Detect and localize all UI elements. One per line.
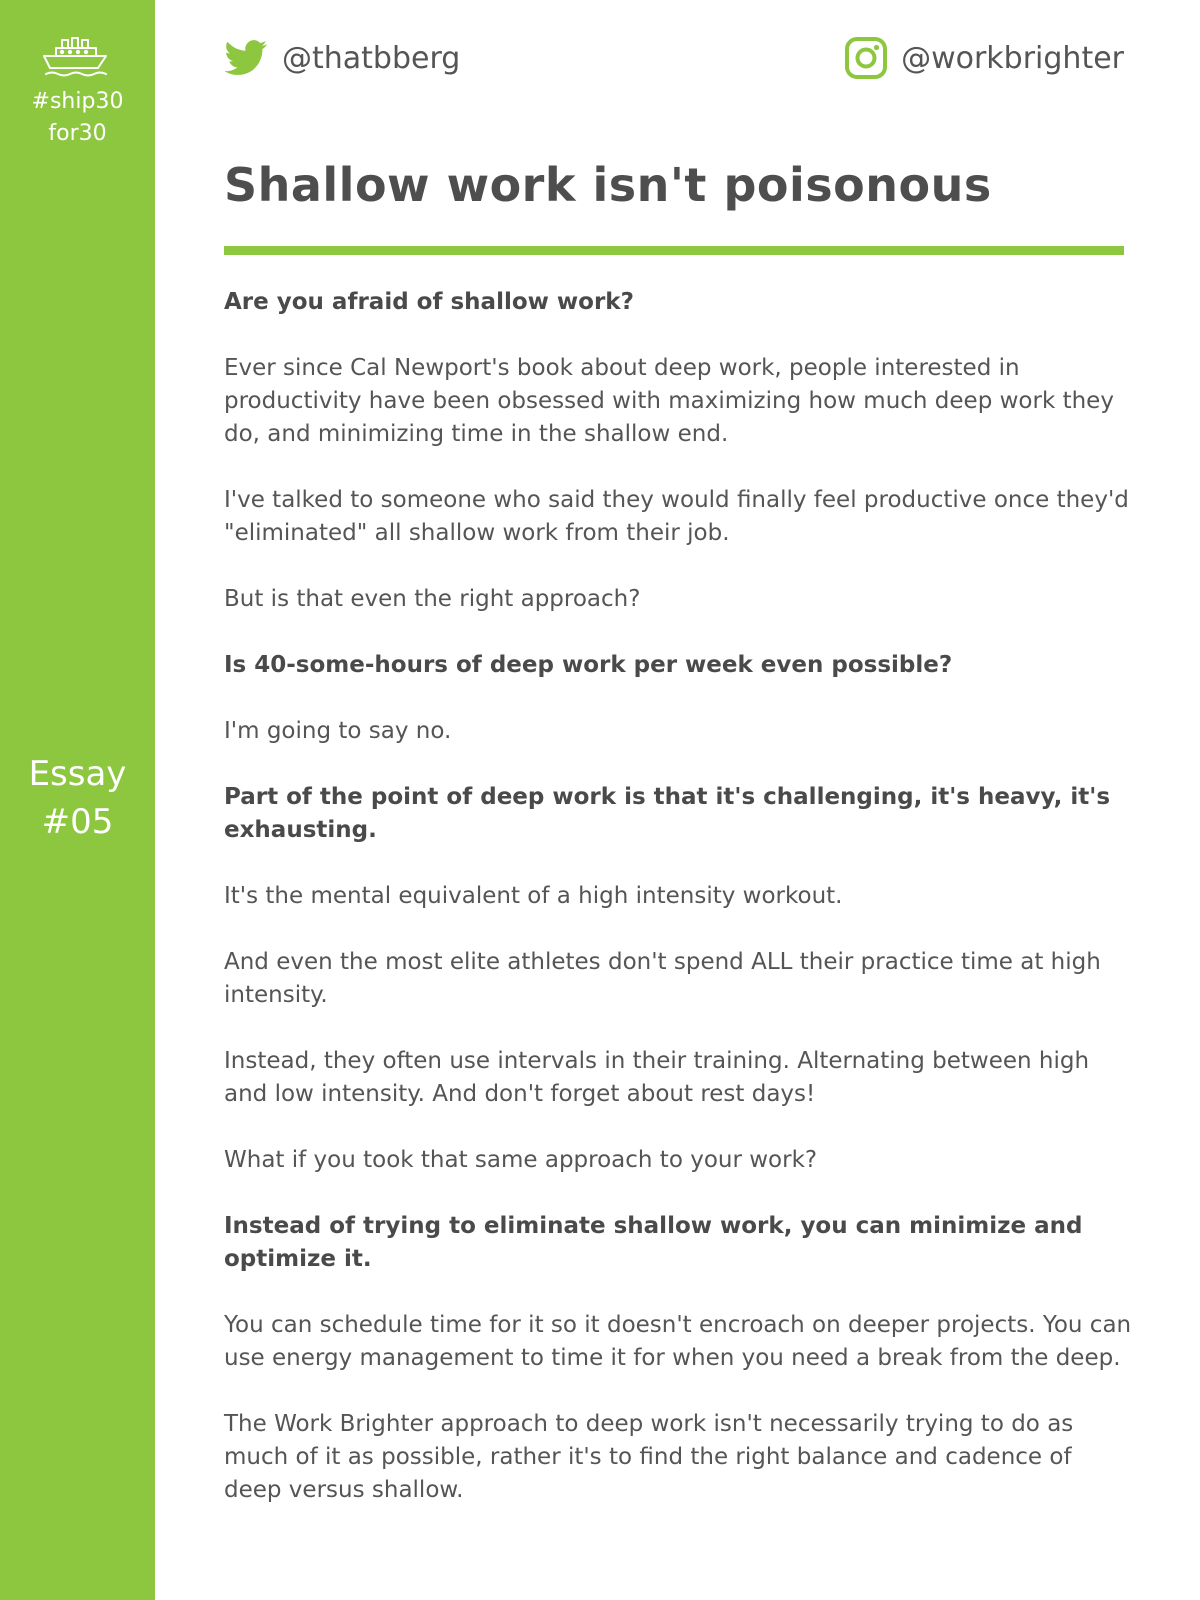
paragraph: Part of the point of deep work is that it's challenging, it's heavy, it's exhausting. xyxy=(224,784,1111,843)
twitter-icon xyxy=(224,40,268,76)
paragraph: Instead, they often use intervals in their training. Alternating between high and low intensity. And don't forget about rest days! xyxy=(224,1048,1090,1107)
paragraph: The Work Brighter approach to deep work isn't necessarily trying to do as much of it as possible, rather it's to find the right balance and cadence of deep versus shallow. xyxy=(224,1411,1074,1503)
paragraph: And even the most elite athletes don't spend ALL their practice time at high intensity. xyxy=(224,949,1101,1008)
instagram-handle-link[interactable] xyxy=(845,34,1124,82)
paragraph: It's the mental equivalent of a high intensity workout. xyxy=(224,883,843,909)
twitter-handle: @thatbberg xyxy=(282,40,461,76)
essay-title: Shallow work isn't poisonous xyxy=(224,158,992,212)
paragraph: But is that even the right approach? xyxy=(224,586,641,612)
title-divider xyxy=(224,246,1124,255)
hashtag-line-1: #ship30 xyxy=(31,89,124,114)
hashtag xyxy=(0,86,155,150)
instagram-handle: @workbrighter xyxy=(901,40,1124,76)
paragraph: I'm going to say no. xyxy=(224,718,452,744)
instagram-icon xyxy=(845,37,887,79)
paragraph: Ever since Cal Newport's book about deep work, people interested in productivity have been obsessed with maximizing how much deep work they do, and minimizing time in the shallow end. xyxy=(224,355,1114,447)
ship-icon xyxy=(42,36,112,78)
essay-body xyxy=(224,286,1134,1540)
paragraph: I've talked to someone who said they would finally feel productive once they'd "eliminated" all shallow work from their job. xyxy=(224,487,1129,546)
paragraph: What if you took that same approach to your work? xyxy=(224,1147,818,1173)
essay-number xyxy=(0,750,155,846)
paragraph: Are you afraid of shallow work? xyxy=(224,289,634,315)
essay-id: #05 xyxy=(41,802,114,842)
paragraph: Instead of trying to eliminate shallow work, you can minimize and optimize it. xyxy=(224,1213,1083,1272)
paragraph: You can schedule time for it so it doesn't encroach on deeper projects. You can use energy management to time it for when you need a break from the deep. xyxy=(224,1312,1132,1371)
hashtag-line-2: for30 xyxy=(48,121,107,146)
essay-label: Essay xyxy=(28,754,127,794)
paragraph: Is 40-some-hours of deep work per week even possible? xyxy=(224,652,953,678)
twitter-handle-link[interactable] xyxy=(224,34,460,82)
sidebar xyxy=(0,0,155,1600)
